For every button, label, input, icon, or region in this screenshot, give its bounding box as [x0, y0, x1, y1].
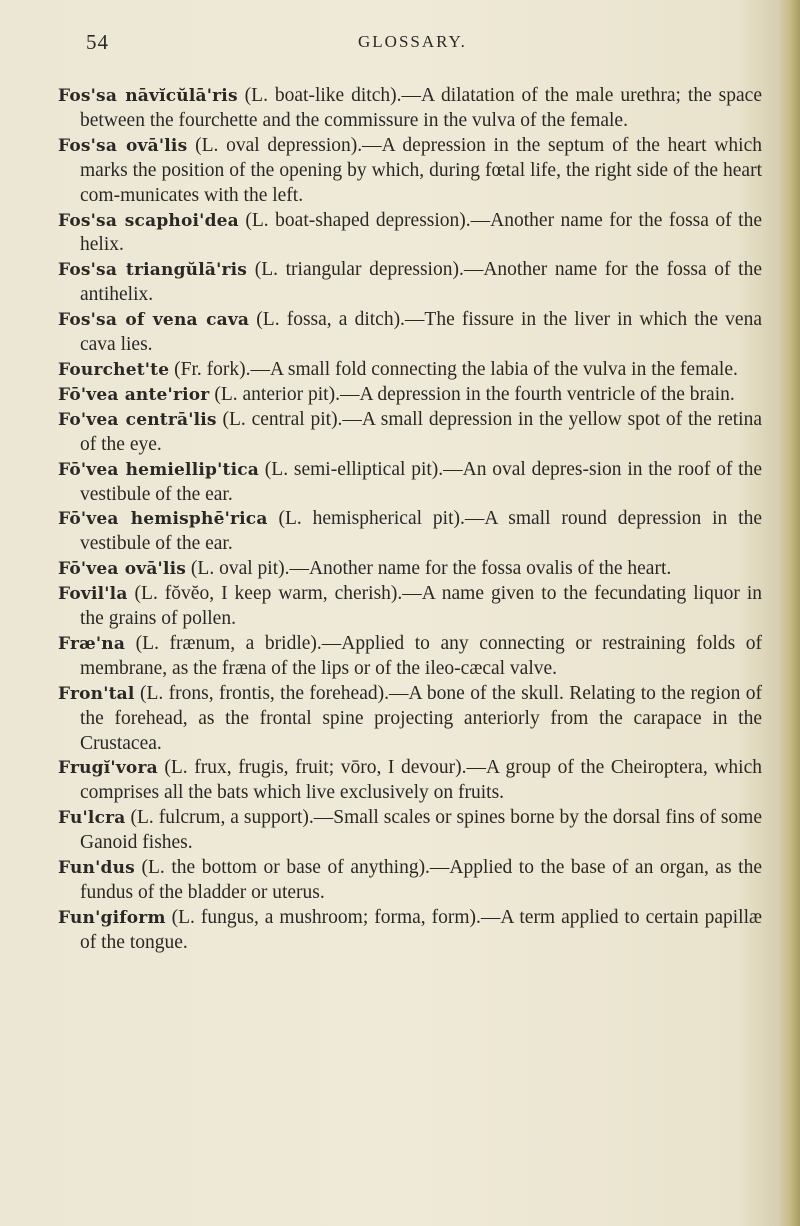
entry-definition: (L. hemispherical pit).—A small round depression in the vestibule of the ear. [80, 508, 762, 555]
entry-term: Fos'sa triangŭlā'ris [58, 260, 248, 281]
entry-definition: (L. boat-shaped depression).—Another name for the fossa of the helix. [80, 209, 762, 256]
glossary-entry [58, 582, 762, 632]
page-edge-shadow [780, 0, 800, 1226]
entry-term: Fos'sa ovā'lis [58, 135, 188, 156]
entry-definition: (L. frux, frugis, fruit; vōro, I devour).—A group of the Cheiroptera, which comprises all the bats which live exclusively on fruits. [80, 757, 762, 804]
entry-definition: (L. fungus, a mushroom; forma, form).—A term applied to certain papillæ of the tongue. [80, 906, 762, 953]
entry-definition: (L. semi-elliptical pit).—An oval depres-sion in the roof of the vestibule of the ear. [80, 458, 763, 505]
entry-definition: (L. oval pit).—Another name for the fossa ovalis of the heart. [186, 558, 672, 580]
entry-term: Fos'sa nāvĭcŭlā'ris [58, 86, 238, 106]
entry-term: Fourchet'te [58, 359, 170, 380]
glossary-entry [58, 557, 762, 582]
glossary-entry [58, 507, 762, 557]
running-head: GLOSSARY. [358, 32, 467, 51]
entry-definition: (L. frænum, a bridle).—Applied to any connecting or restraining folds of membrane, as the fræna of the lips or of the ileo-cæcal valve. [80, 632, 762, 679]
entry-term: Fō'vea ovā'lis [58, 559, 187, 580]
entry-term: Fun'dus [58, 858, 135, 879]
entry-term: Fo'vea centrā'lis [58, 409, 217, 430]
entry-term: Frugĭ'vora [58, 758, 158, 779]
glossary-entry [58, 682, 762, 757]
page-number: 54 [86, 30, 109, 54]
glossary-entry [58, 258, 762, 308]
glossary-entry [58, 756, 762, 806]
glossary-entry [58, 408, 762, 458]
entry-term: Fron'tal [58, 683, 135, 704]
entry-term: Fō'vea hemisphē'rica [58, 509, 268, 530]
entry-term: Fun'giform [58, 907, 166, 928]
glossary-entry [58, 906, 762, 956]
glossary-entry [58, 856, 762, 906]
glossary-entries [58, 84, 762, 956]
glossary-entry [58, 383, 762, 408]
entry-term: Fovil'la [58, 584, 128, 605]
page-header [58, 30, 758, 60]
glossary-entry [58, 806, 762, 856]
entry-definition: (L. triangular depression).—Another name for the fossa of the antihelix. [80, 259, 762, 306]
entry-definition: (L. fŏvĕo, I keep warm, cherish).—A name given to the fecundating liquor in the grains of pollen. [80, 583, 762, 630]
entry-term: Fō'vea ante'rior [58, 384, 210, 405]
entry-definition: (L. anterior pit).—A depression in the fourth ventricle of the brain. [209, 383, 735, 405]
entry-definition: (Fr. fork).—A small fold connecting the labia of the vulva in the female. [169, 358, 738, 380]
glossary-entry [58, 358, 762, 383]
glossary-entry [58, 632, 762, 682]
glossary-entry [58, 458, 762, 508]
entry-definition: (L. the bottom or base of anything).—Applied to the base of an organ, as the fundus of the bladder or uterus. [80, 857, 762, 903]
entry-term: Fos'sa of vena cava [58, 310, 250, 331]
entry-term: Fos'sa scaphoi'dea [58, 210, 239, 231]
glossary-entry [58, 308, 762, 358]
entry-term: Fō'vea hemiellip'tica [58, 459, 260, 480]
glossary-entry [58, 134, 762, 209]
glossary-entry [58, 84, 762, 134]
entry-definition: (L. fossa, a ditch).—The fissure in the liver in which the vena cava lies. [80, 309, 762, 356]
entry-definition: (L. central pit).—A small depression in the yellow spot of the retina of the eye. [80, 408, 762, 455]
entry-definition: (L. frons, frontis, the forehead).—A bone of the skull. Relating to the region of the forehead, as the frontal spine projecting anteriorly from the carapace in the Crustacea. [80, 682, 762, 754]
glossary-entry [58, 209, 762, 259]
entry-definition: (L. fulcrum, a support).—Small scales or spines borne by the dorsal fins of some Ganoid fishes. [80, 807, 762, 854]
entry-term: Fræ'na [58, 633, 126, 654]
entry-term: Fu'lcra [58, 808, 126, 829]
entry-definition: (L. boat-like ditch).—A dilatation of the male urethra; the space between the fourchette and the commissure in the vulva of the female. [80, 85, 762, 131]
entry-definition: (L. oval depression).—A depression in the septum of the heart which marks the position of the opening by which, during fœtal life, the right side of the heart com-municates with the left. [80, 134, 762, 206]
